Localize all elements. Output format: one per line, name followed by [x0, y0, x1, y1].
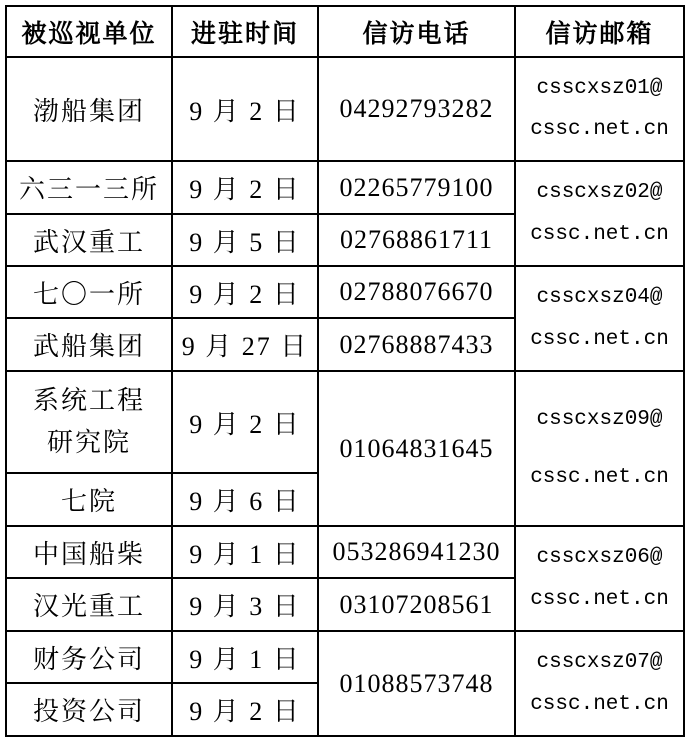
email-cell [515, 266, 684, 371]
phone-cell: 02265779100 [318, 161, 515, 214]
header-row [6, 6, 684, 57]
date-cell: 9 月 2 日 [172, 266, 318, 318]
email-line: cssc.net.cn [530, 587, 669, 611]
email-cell [515, 371, 684, 526]
unit-cell: 中国船柴 [6, 526, 172, 578]
email-line: csscxsz02@ [536, 181, 663, 205]
email-line: cssc.net.cn [530, 327, 669, 351]
unit-cell: 七院 [6, 473, 172, 526]
phone-cell: 01088573748 [318, 631, 515, 736]
email-line: csscxsz01@ [536, 77, 663, 100]
date-cell: 9 月 2 日 [172, 683, 318, 736]
email-line: cssc.net.cn [530, 692, 669, 716]
date-cell: 9 月 2 日 [172, 57, 318, 161]
date-cell: 9 月 1 日 [172, 526, 318, 578]
phone-cell: 04292793282 [318, 57, 515, 161]
email-cell [515, 161, 684, 266]
unit-cell: 投资公司 [6, 683, 172, 736]
unit-cell: 武船集团 [6, 318, 172, 371]
header-cell-phone: 信访电话 [318, 6, 515, 57]
table-row [6, 371, 684, 473]
date-cell: 9 月 27 日 [172, 318, 318, 371]
phone-cell: 02768887433 [318, 318, 515, 371]
table-row [6, 266, 684, 318]
unit-cell: 七〇一所 [6, 266, 172, 318]
date-cell: 9 月 2 日 [172, 161, 318, 214]
email-line: csscxsz04@ [536, 286, 663, 310]
phone-cell: 03107208561 [318, 578, 515, 631]
table-row [6, 526, 684, 578]
unit-cell: 渤船集团 [6, 57, 172, 161]
email-cell [515, 526, 684, 631]
unit-line: 系统工程 [32, 386, 145, 415]
petition-schedule-table [5, 5, 685, 737]
email-line: csscxsz06@ [536, 546, 663, 570]
phone-cell: 053286941230 [318, 526, 515, 578]
table-row [6, 631, 684, 683]
email-line: cssc.net.cn [530, 465, 669, 489]
email-line: cssc.net.cn [530, 222, 669, 246]
unit-cell: 汉光重工 [6, 578, 172, 631]
phone-cell: 02768861711 [318, 214, 515, 266]
email-line: csscxsz07@ [536, 651, 663, 675]
unit-cell: 六三一三所 [6, 161, 172, 214]
phone-cell: 02788076670 [318, 266, 515, 318]
header-cell-date: 进驻时间 [172, 6, 318, 57]
unit-line: 研究院 [46, 428, 131, 457]
email-line: cssc.net.cn [530, 118, 669, 141]
header-cell-unit: 被巡视单位 [6, 6, 172, 57]
table-row [6, 161, 684, 214]
unit-cell [6, 371, 172, 473]
phone-cell: 01064831645 [318, 371, 515, 526]
table-row [6, 57, 684, 161]
date-cell: 9 月 5 日 [172, 214, 318, 266]
date-cell: 9 月 6 日 [172, 473, 318, 526]
email-cell [515, 57, 684, 161]
date-cell: 9 月 3 日 [172, 578, 318, 631]
date-cell: 9 月 1 日 [172, 631, 318, 683]
unit-cell: 财务公司 [6, 631, 172, 683]
email-line: csscxsz09@ [536, 408, 663, 432]
email-cell [515, 631, 684, 736]
date-cell: 9 月 2 日 [172, 371, 318, 473]
unit-cell: 武汉重工 [6, 214, 172, 266]
header-cell-email: 信访邮箱 [515, 6, 684, 57]
